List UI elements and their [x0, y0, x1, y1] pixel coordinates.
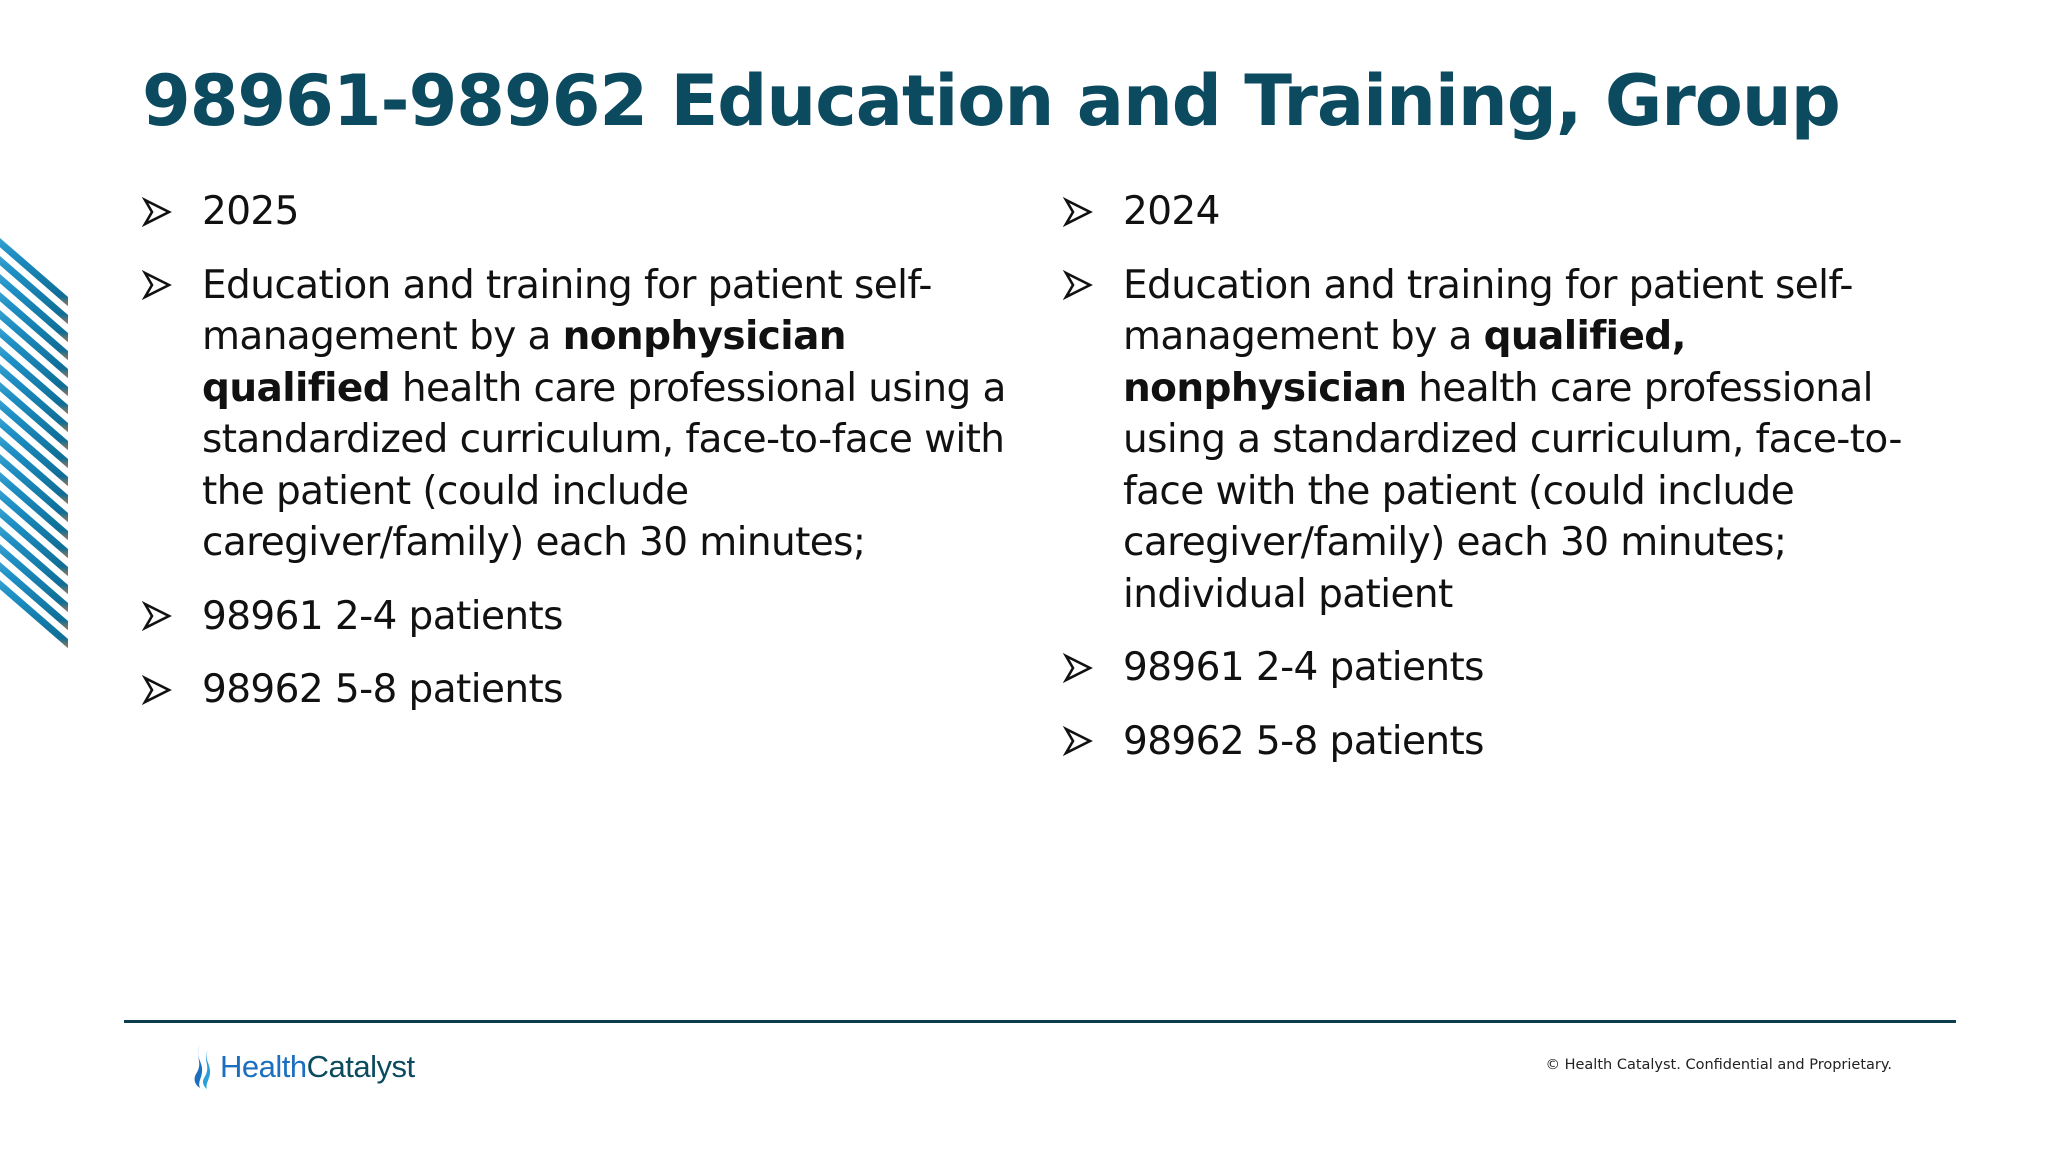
arrowhead-bullet-icon	[142, 260, 202, 311]
bullet-item	[142, 260, 1022, 569]
arrowhead-bullet-icon	[1063, 716, 1123, 767]
bullet-list	[1063, 186, 1943, 767]
arrowhead-bullet-icon	[142, 591, 202, 642]
copyright-notice: © Health Catalyst. Confidential and Proprietary.	[1545, 1057, 1892, 1073]
bullet-text	[202, 664, 563, 716]
bullet-text	[1123, 642, 1484, 694]
bullet-item	[1063, 260, 1943, 621]
bullet-text	[1123, 716, 1484, 768]
text-segment: Education and training for patient self-management by a	[1123, 262, 1853, 359]
arrowhead-bullet-icon	[1063, 186, 1123, 237]
bullet-item	[142, 186, 1022, 238]
arrowhead-bullet-icon	[1063, 642, 1123, 693]
footer-divider	[124, 1020, 1956, 1023]
text-segment: 98962 5-8 patients	[1123, 718, 1484, 764]
text-segment: 2025	[202, 189, 299, 234]
bullet-text	[1123, 186, 1220, 238]
bullet-item	[1063, 186, 1943, 238]
text-segment: 98961 2-4 patients	[1123, 645, 1484, 690]
text-segment: 98962 5-8 patients	[202, 667, 563, 712]
bullet-item	[1063, 716, 1943, 768]
right-column-2024	[1063, 186, 1943, 789]
text-segment: 2024	[1123, 189, 1220, 234]
bullet-text	[202, 186, 299, 238]
text-segment: 98961 2-4 patients	[202, 593, 563, 639]
arrowhead-bullet-icon	[1063, 260, 1123, 311]
bullet-list	[142, 186, 1022, 716]
bullet-item	[142, 664, 1022, 716]
bullet-item	[142, 591, 1022, 643]
health-catalyst-logo	[191, 1043, 415, 1091]
decorative-stripes	[0, 218, 68, 654]
bold-text-segment: qualified, nonphysician	[1123, 314, 1686, 411]
slide-title: 98961-98962 Education and Training, Group	[142, 60, 1840, 142]
arrowhead-bullet-icon	[142, 664, 202, 715]
bullet-text	[202, 260, 1022, 569]
text-segment: Education and training for patient self-management by a	[202, 262, 932, 359]
bullet-text	[202, 591, 563, 643]
text-segment: health care professional using a standardized curriculum, face-to-face with the patient (could include caregiver/family) each 30 minutes;	[202, 365, 1006, 565]
arrowhead-bullet-icon	[142, 186, 202, 237]
text-segment: health care professional using a standardized curriculum, face-to-face with the patient (could include caregiver/family) each 30 minutes; individual patient	[1123, 365, 1902, 617]
health-catalyst-flame-icon	[191, 1044, 217, 1090]
bullet-item	[1063, 642, 1943, 694]
bold-text-segment: nonphysician qualified	[202, 314, 846, 411]
logo-text-health: Health	[220, 1049, 307, 1084]
bullet-text	[1123, 260, 1943, 621]
logo-text-catalyst: Catalyst	[306, 1049, 415, 1084]
left-column-2025	[142, 186, 1022, 738]
